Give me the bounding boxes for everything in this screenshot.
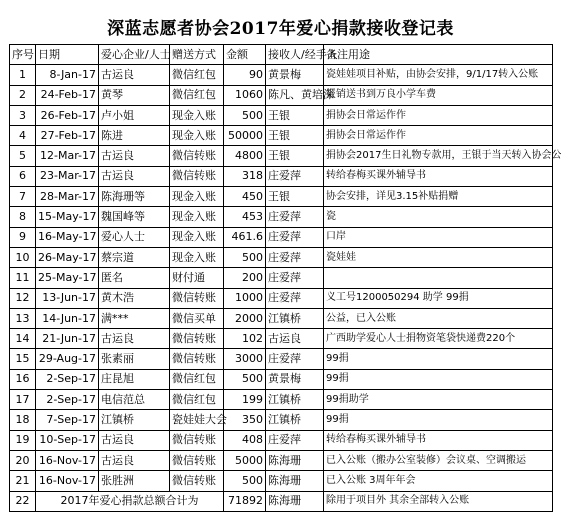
table-row	[10, 410, 553, 430]
cell-donor: 蔡宗道	[99, 247, 170, 267]
total-amount: 71892	[224, 491, 266, 511]
cell-receiver: 黄景梅	[266, 369, 324, 389]
cell-receiver: 庄爱萍	[266, 288, 324, 308]
cell-note: 公益，已入公账	[324, 308, 553, 328]
cell-donor: 张素丽	[99, 349, 170, 369]
cell-method: 现金入账	[170, 126, 224, 146]
cell-no: 16	[10, 369, 36, 389]
cell-date: 15-May-17	[36, 207, 99, 227]
table-row	[10, 65, 553, 85]
cell-no: 21	[10, 471, 36, 491]
cell-donor: 陈进	[99, 126, 170, 146]
cell-amount: 199	[224, 390, 266, 410]
table-row	[10, 450, 553, 470]
cell-amount: 500	[224, 369, 266, 389]
table-row	[10, 207, 553, 227]
cell-note: 转给春梅买课外辅导书	[324, 166, 553, 186]
cell-method: 财付通	[170, 268, 224, 288]
cell-note: 瓷	[324, 207, 553, 227]
cell-no: 19	[10, 430, 36, 450]
cell-no: 17	[10, 390, 36, 410]
cell-amount: 453	[224, 207, 266, 227]
cell-method: 微信买单	[170, 308, 224, 328]
cell-date: 13-Jun-17	[36, 288, 99, 308]
cell-no: 10	[10, 247, 36, 267]
cell-donor: 魏国峰等	[99, 207, 170, 227]
cell-donor: 匿名	[99, 268, 170, 288]
cell-amount: 408	[224, 430, 266, 450]
cell-method: 微信红包	[170, 369, 224, 389]
cell-receiver: 庄爱萍	[266, 227, 324, 247]
cell-receiver: 庄爱萍	[266, 207, 324, 227]
cell-receiver: 王银	[266, 146, 324, 166]
cell-amount: 500	[224, 471, 266, 491]
cell-amount: 90	[224, 65, 266, 85]
cell-no: 8	[10, 207, 36, 227]
cell-donor: 庄昆旭	[99, 369, 170, 389]
cell-method: 微信转账	[170, 471, 224, 491]
cell-date: 10-Sep-17	[36, 430, 99, 450]
cell-amount: 102	[224, 329, 266, 349]
cell-date: 23-Mar-17	[36, 166, 99, 186]
cell-note: 广西助学爱心人士捐物资笔袋快递费220个	[324, 329, 553, 349]
table-row	[10, 329, 553, 349]
cell-no: 11	[10, 268, 36, 288]
table-row	[10, 430, 553, 450]
cell-donor: 陈海珊等	[99, 187, 170, 207]
table-row	[10, 166, 553, 186]
cell-receiver: 黄景梅	[266, 65, 324, 85]
cell-donor: 古运良	[99, 146, 170, 166]
cell-donor: 古运良	[99, 166, 170, 186]
cell-receiver: 庄爱萍	[266, 247, 324, 267]
cell-date: 2-Sep-17	[36, 390, 99, 410]
cell-donor: 黄琴	[99, 85, 170, 105]
cell-note: 报销送书到万良小学车费	[324, 85, 553, 105]
cell-method: 现金入账	[170, 105, 224, 125]
cell-no: 15	[10, 349, 36, 369]
cell-date: 27-Feb-17	[36, 126, 99, 146]
cell-receiver: 江镇桥	[266, 308, 324, 328]
table-row	[10, 187, 553, 207]
table-row	[10, 288, 553, 308]
header-cell-amount: 金额	[224, 45, 266, 65]
donation-ledger-table	[9, 44, 561, 512]
table-row	[10, 227, 553, 247]
header-cell-no: 序号	[10, 45, 36, 65]
table-row	[10, 268, 553, 288]
cell-date: 29-Aug-17	[36, 349, 99, 369]
cell-note: 协会安排，详见3.15补贴捐赠	[324, 187, 553, 207]
cell-date: 2-Sep-17	[36, 369, 99, 389]
table-row	[10, 369, 553, 389]
cell-note: 瓷娃娃	[324, 247, 553, 267]
cell-receiver: 陈凡、黄培深	[266, 85, 324, 105]
cell-note: 捐协会2017生日礼物专款用，王银于当天转入协会公	[324, 146, 553, 166]
cell-no: 14	[10, 329, 36, 349]
cell-date: 21-Jun-17	[36, 329, 99, 349]
cell-method: 微信转账	[170, 288, 224, 308]
cell-amount: 4800	[224, 146, 266, 166]
table-row	[10, 247, 553, 267]
header-cell-note: 备注用途	[324, 45, 553, 65]
cell-note	[324, 268, 553, 288]
total-receiver: 陈海珊	[266, 491, 324, 511]
cell-receiver: 古运良	[266, 329, 324, 349]
cell-no: 13	[10, 308, 36, 328]
cell-no: 9	[10, 227, 36, 247]
cell-amount: 1000	[224, 288, 266, 308]
cell-method: 微信红包	[170, 390, 224, 410]
cell-donor: 爱心人士	[99, 227, 170, 247]
cell-note: 捐协会日常运作作	[324, 105, 553, 125]
cell-receiver: 王银	[266, 187, 324, 207]
cell-note: 已入公账（搬办公室装修）会议桌、空调搬运	[324, 450, 553, 470]
cell-no: 1	[10, 65, 36, 85]
cell-method: 微信转账	[170, 146, 224, 166]
cell-donor: 江镇桥	[99, 410, 170, 430]
cell-method: 微信转账	[170, 329, 224, 349]
cell-note: 已入公账 3周年年会	[324, 471, 553, 491]
cell-method: 现金入账	[170, 207, 224, 227]
cell-amount: 1060	[224, 85, 266, 105]
total-note: 除用于项目外 其余全部转入公账	[324, 491, 553, 511]
header-cell-method: 赠送方式	[170, 45, 224, 65]
cell-method: 微信红包	[170, 85, 224, 105]
table-row	[10, 126, 553, 146]
page-title: 深蓝志愿者协会2017年爱心捐款接收登记表	[107, 19, 454, 39]
cell-donor: 张胜洲	[99, 471, 170, 491]
total-row-no: 22	[10, 491, 36, 511]
total-row	[10, 491, 553, 511]
cell-no: 7	[10, 187, 36, 207]
cell-date: 16-May-17	[36, 227, 99, 247]
header-cell-date: 日期	[36, 45, 99, 65]
cell-amount: 350	[224, 410, 266, 430]
table-row	[10, 105, 553, 125]
cell-no: 2	[10, 85, 36, 105]
cell-note: 口岸	[324, 227, 553, 247]
cell-note: 义工号1200050294 助学 99捐	[324, 288, 553, 308]
cell-date: 16-Nov-17	[36, 471, 99, 491]
table-row	[10, 85, 553, 105]
cell-date: 12-Mar-17	[36, 146, 99, 166]
cell-donor: 黄木浩	[99, 288, 170, 308]
cell-date: 26-Feb-17	[36, 105, 99, 125]
table-row	[10, 349, 553, 369]
cell-method: 瓷娃娃大会	[170, 410, 224, 430]
table-row	[10, 390, 553, 410]
ledger-body	[10, 65, 561, 491]
cell-receiver: 陈海珊	[266, 471, 324, 491]
table-row	[10, 471, 553, 491]
cell-no: 20	[10, 450, 36, 470]
cell-receiver: 王银	[266, 105, 324, 125]
cell-receiver: 庄爱萍	[266, 349, 324, 369]
cell-donor: 卢小姐	[99, 105, 170, 125]
cell-date: 8-Jan-17	[36, 65, 99, 85]
cell-donor: 古运良	[99, 65, 170, 85]
cell-method: 现金入账	[170, 227, 224, 247]
cell-note: 99捐	[324, 369, 553, 389]
cell-method: 微信转账	[170, 430, 224, 450]
header-row	[10, 45, 553, 65]
cell-date: 24-Feb-17	[36, 85, 99, 105]
cell-method: 微信转账	[170, 450, 224, 470]
cell-no: 18	[10, 410, 36, 430]
cell-note: 99捐	[324, 410, 553, 430]
cell-date: 25-May-17	[36, 268, 99, 288]
cell-amount: 5000	[224, 450, 266, 470]
cell-donor: 古运良	[99, 329, 170, 349]
cell-amount: 318	[224, 166, 266, 186]
cell-donor: 满***	[99, 308, 170, 328]
cell-date: 14-Jun-17	[36, 308, 99, 328]
cell-note: 捐协会日常运作作	[324, 126, 553, 146]
cell-note: 99捐	[324, 349, 553, 369]
cell-amount: 200	[224, 268, 266, 288]
cell-no: 3	[10, 105, 36, 125]
cell-receiver: 庄爱萍	[266, 430, 324, 450]
cell-receiver: 王银	[266, 126, 324, 146]
total-label: 2017年爱心捐款总额合计为	[36, 491, 224, 511]
cell-date: 16-Nov-17	[36, 450, 99, 470]
cell-no: 6	[10, 166, 36, 186]
cell-amount: 461.6	[224, 227, 266, 247]
cell-receiver: 庄爱萍	[266, 166, 324, 186]
cell-receiver: 陈海珊	[266, 450, 324, 470]
cell-method: 微信转账	[170, 166, 224, 186]
cell-note: 瓷娃娃项目补贴，由协会安排，9/1/17转入公账	[324, 65, 553, 85]
header-cell-receiver: 接收人/经手人	[266, 45, 324, 65]
cell-no: 5	[10, 146, 36, 166]
cell-donor: 古运良	[99, 430, 170, 450]
cell-no: 4	[10, 126, 36, 146]
cell-date: 26-May-17	[36, 247, 99, 267]
cell-receiver: 江镇桥	[266, 410, 324, 430]
cell-note: 转给春梅买课外辅导书	[324, 430, 553, 450]
cell-date: 28-Mar-17	[36, 187, 99, 207]
header-cell-donor: 爱心企业/人士	[99, 45, 170, 65]
cell-date: 7-Sep-17	[36, 410, 99, 430]
cell-amount: 3000	[224, 349, 266, 369]
cell-no: 12	[10, 288, 36, 308]
cell-method: 现金入账	[170, 247, 224, 267]
cell-amount: 500	[224, 105, 266, 125]
table-row	[10, 146, 553, 166]
cell-amount: 50000	[224, 126, 266, 146]
cell-amount: 450	[224, 187, 266, 207]
cell-method: 微信转账	[170, 349, 224, 369]
cell-receiver: 庄爱萍	[266, 268, 324, 288]
cell-note: 99捐助学	[324, 390, 553, 410]
cell-donor: 古运良	[99, 450, 170, 470]
cell-amount: 500	[224, 247, 266, 267]
cell-method: 现金入账	[170, 187, 224, 207]
table-row	[10, 308, 553, 328]
cell-amount: 2000	[224, 308, 266, 328]
cell-method: 微信红包	[170, 65, 224, 85]
cell-receiver: 江镇桥	[266, 390, 324, 410]
cell-donor: 电信范总	[99, 390, 170, 410]
